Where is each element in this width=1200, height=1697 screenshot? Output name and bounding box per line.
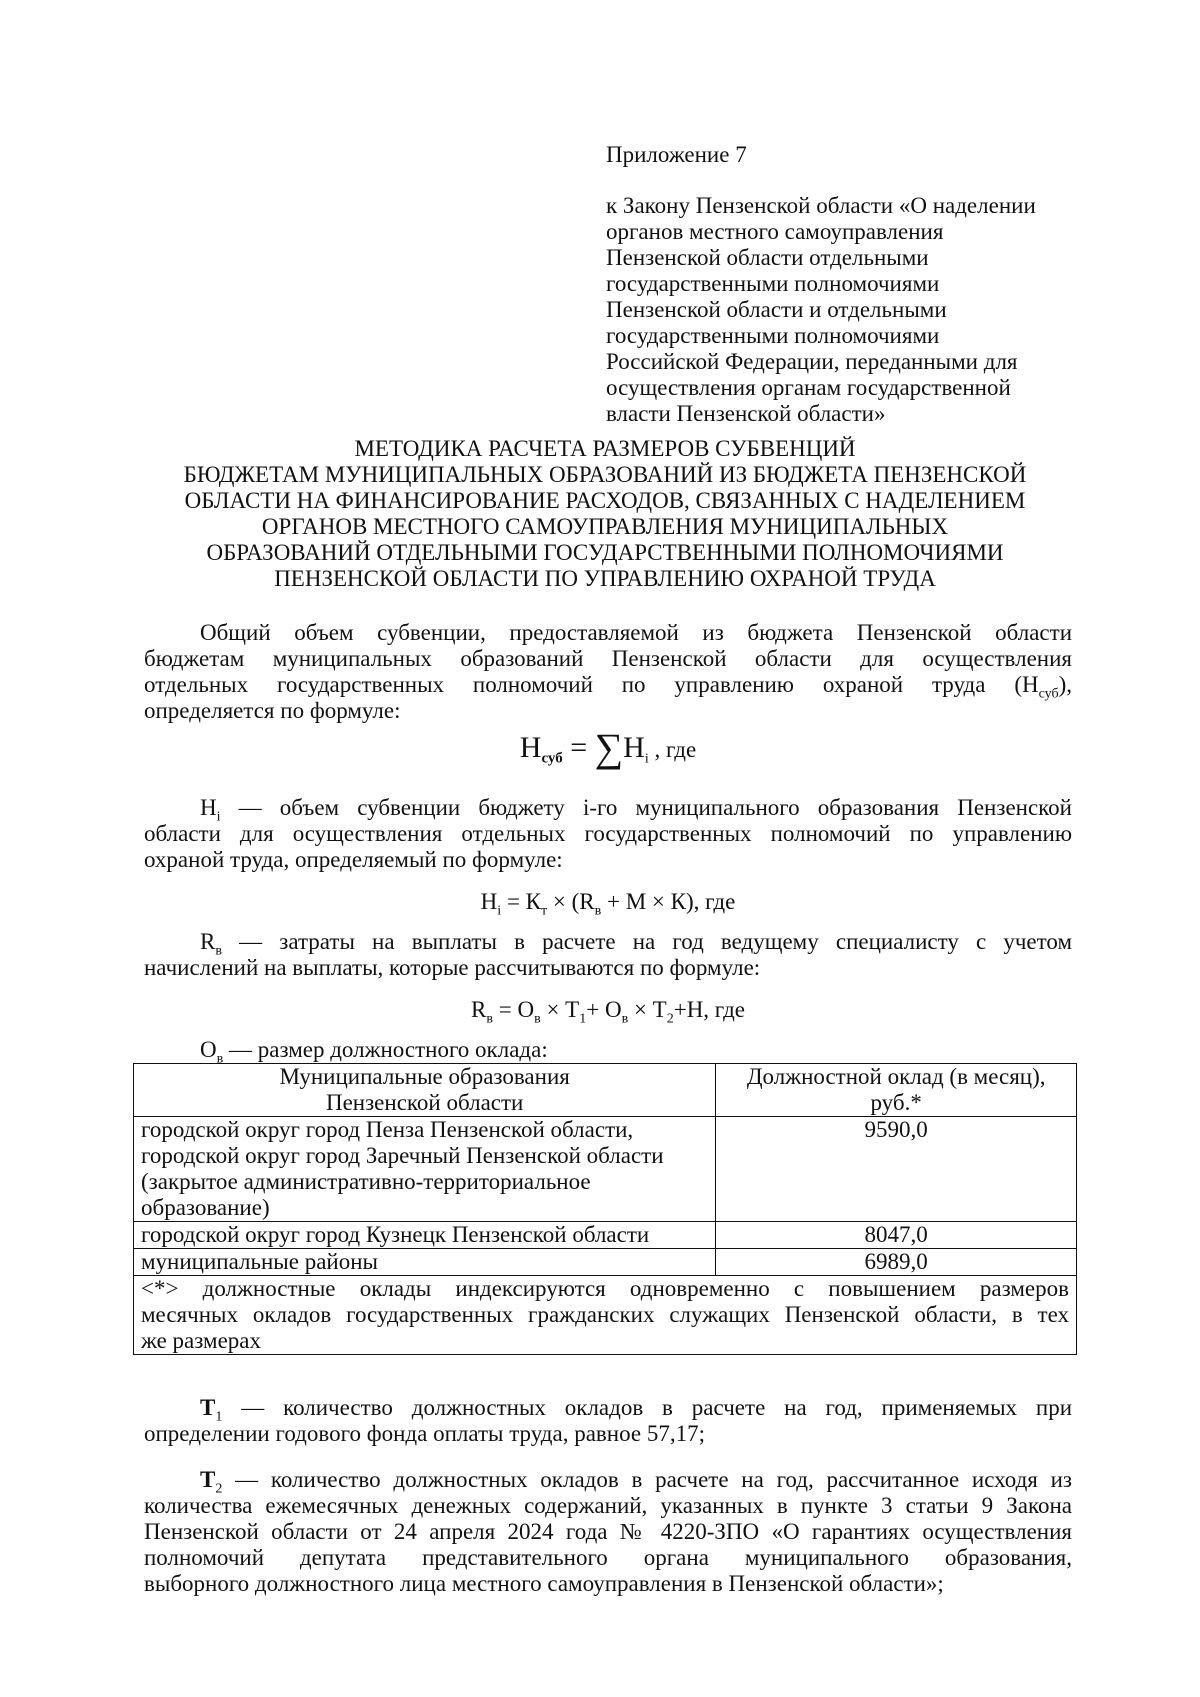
law-ref-line: Российской Федерации, переданными для	[606, 349, 1018, 374]
table-cell-name: городской округ город Кузнецк Пензенской области	[134, 1222, 716, 1249]
text-line: отдельных государственных полномочий по управлению охраной труда $(Н_{суб})$,	[144, 672, 1072, 702]
table-footnote-row	[134, 1276, 1077, 1355]
text-line: определяется по формуле:	[144, 698, 401, 723]
table-row	[134, 1117, 1077, 1222]
text-line: $R_в$ — затраты на выплаты в расчете на год ведущему специалисту с учетом	[200, 929, 1073, 959]
formula-hi: $Н_i = К_т \times (R_в + М \times К)$, где	[480, 889, 736, 919]
table-cell-value: 6989,0	[716, 1249, 1077, 1276]
appendix-number: Приложение 7	[606, 142, 747, 167]
law-ref-line: Пензенской области и отдельными	[606, 297, 947, 322]
table-row	[134, 1222, 1077, 1249]
text-line: полномочий депутата представительного органа муниципального образования,	[144, 1545, 1072, 1570]
text-line: $Н_i$ — объем субвенции бюджету i-го муниципального образования Пензенской	[200, 795, 1072, 825]
paragraph-salary-size: $О_в$ — размер должностного оклада:	[200, 1037, 548, 1067]
table-header-row	[134, 1064, 1077, 1117]
formula-rv: $R_в = О_в \times Т_1+ О_в \times Т_2+Н$, где	[471, 997, 745, 1027]
title-line: БЮДЖЕТАМ МУНИЦИПАЛЬНЫХ ОБРАЗОВАНИЙ ИЗ БЮДЖЕТА ПЕНЗЕНСКОЙ	[183, 462, 1027, 487]
text-line: бюджетам муниципальных образований Пензенской области для осуществления	[144, 646, 1072, 671]
law-ref-line: власти Пензенской области»	[606, 401, 886, 426]
text-line: $Т_1$ — количество должностных окладов в расчете на год, применяемых при	[200, 1395, 1072, 1425]
salary-table	[133, 1063, 1077, 1355]
text-line: $Т_2$ — количество должностных окладов в расчете на год, рассчитанное исходя из	[200, 1467, 1072, 1497]
table-header-municipalities: Муниципальные образования Пензенской области	[134, 1064, 716, 1117]
formula-total: $Н_{суб} = \sum Н_i$ , где	[519, 725, 697, 770]
paragraph-hi-definition	[144, 795, 1072, 873]
paragraph-t1-definition	[144, 1395, 1072, 1447]
table-cell-name: городской округ город Пенза Пензенской области, городской округ город Заречный Пензенской области (закрытое административно-территориальное образование)	[134, 1117, 716, 1222]
table-cell-value: 9590,0	[716, 1117, 1077, 1222]
table-cell-name: муниципальные районы	[134, 1249, 716, 1276]
title-line: ПЕНЗЕНСКОЙ ОБЛАСТИ ПО УПРАВЛЕНИЮ ОХРАНОЙ ТРУДА	[274, 566, 936, 591]
law-ref-line: органов местного самоуправления	[606, 219, 944, 244]
text-line: Пензенской области от 24 апреля 2024 года № 4220-ЗПО «О гарантиях осуществления	[144, 1519, 1072, 1544]
law-ref-line: государственными полномочиями	[606, 271, 940, 296]
table-header-salary: Должностной оклад (в месяц), руб.*	[716, 1064, 1077, 1117]
text-line: охраной труда, определяемый по формуле:	[144, 847, 563, 872]
title-line: ОБЛАСТИ НА ФИНАНСИРОВАНИЕ РАСХОДОВ, СВЯЗАННЫХ С НАДЕЛЕНИЕМ	[184, 488, 1026, 513]
law-reference	[606, 193, 1086, 427]
title-line: МЕТОДИКА РАСЧЕТА РАЗМЕРОВ СУБВЕНЦИЙ	[354, 436, 856, 461]
table-cell-value: 8047,0	[716, 1222, 1077, 1249]
title-line: ОБРАЗОВАНИЙ ОТДЕЛЬНЫМИ ГОСУДАРСТВЕННЫМИ ПОЛНОМОЧИЯМИ	[206, 540, 1004, 565]
law-ref-line: осуществления органам государственной	[606, 375, 1011, 400]
text-line: начислений на выплаты, которые рассчитываются по формуле:	[144, 955, 761, 980]
paragraph-total-subvention	[144, 620, 1072, 724]
text-line: выборного должностного лица местного самоуправления в Пензенской области»;	[144, 1571, 944, 1596]
paragraph-t2-definition	[144, 1467, 1072, 1597]
document-title	[140, 436, 1070, 592]
text-line: определении годового фонда оплаты труда, равное 57,17;	[144, 1421, 705, 1446]
paragraph-rv-definition	[144, 929, 1072, 981]
text-line: Общий объем субвенции, предоставляемой из бюджета Пензенской области	[200, 620, 1072, 645]
table-row	[134, 1249, 1077, 1276]
sigma-symbol: ∑	[594, 725, 624, 770]
text-line: области для осуществления отдельных государственных полномочий по управлению	[144, 821, 1072, 846]
law-ref-line: Пензенской области отдельными	[606, 245, 929, 270]
law-ref-line: к Закону Пензенской области «О наделении	[606, 193, 1036, 218]
title-line: ОРГАНОВ МЕСТНОГО САМОУПРАВЛЕНИЯ МУНИЦИПАЛЬНЫХ	[261, 514, 949, 539]
text-line: количества ежемесячных денежных содержаний, указанных в пункте 3 статьи 9 Закона	[144, 1493, 1072, 1518]
table-footnote: <*> должностные оклады индексируются одновременно с повышением размеров месячных окладов государственных гражданских служащих Пензенской области, в тех же размерах	[134, 1276, 1077, 1355]
law-ref-line: государственными полномочиями	[606, 323, 940, 348]
